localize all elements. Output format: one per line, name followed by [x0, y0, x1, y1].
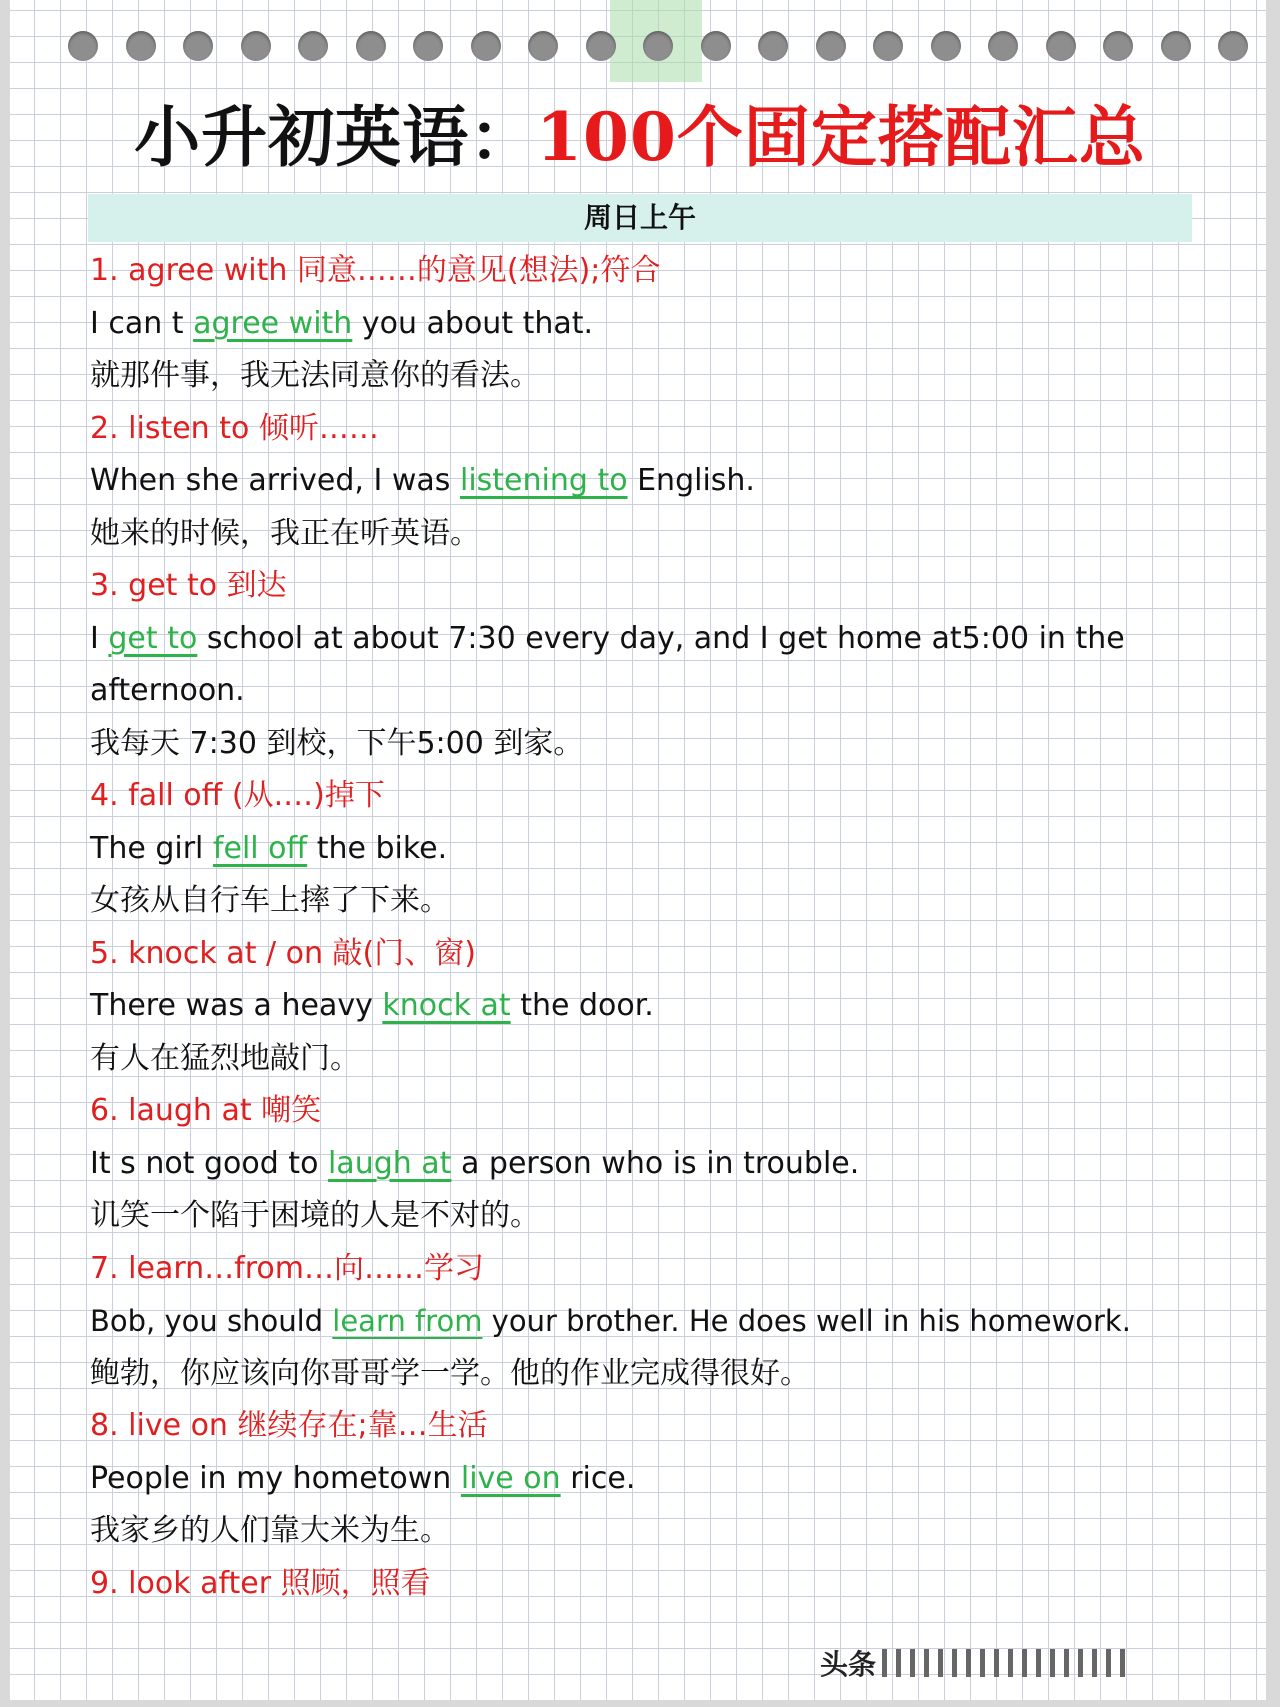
section-heading: 周日上午: [88, 194, 1192, 242]
phrase-heading: 5. knock at / on 敲(门、窗): [90, 935, 476, 971]
chinese-translation: 女孩从自行车上摔了下来。: [90, 883, 450, 918]
phrase-heading: 1. agree with 同意……的意见(想法);符合: [90, 253, 661, 288]
watermark: [820, 1640, 1260, 1686]
phrase-heading: 3. get to 到达: [90, 568, 287, 603]
binder-holes: [68, 31, 1248, 65]
chinese-translation: 讥笑一个陷于困境的人是不对的。: [90, 1198, 540, 1233]
binder-hole: [528, 31, 558, 61]
binder-hole: [413, 31, 443, 61]
binder-hole: [241, 31, 271, 61]
binder-hole: [816, 31, 846, 61]
phrase-heading: 4. fall off (从.…)掉下: [90, 778, 385, 813]
phrase-heading: 9. look after 照顾，照看: [90, 1565, 431, 1601]
title-black-part: 小升初英语：: [134, 98, 537, 176]
example-sentence: When she arrived, I was listening to English.: [90, 463, 755, 498]
binder-hole: [183, 31, 213, 61]
watermark-text: 头条: [820, 1648, 877, 1681]
phrase-heading: 8. live on 继续存在;靠…生活: [90, 1408, 488, 1443]
example-sentence: I can t agree with you about that.: [90, 305, 594, 341]
example-sentence: There was a heavy knock at the door.: [90, 988, 654, 1023]
highlighted-phrase: learn from: [332, 1304, 483, 1338]
binder-hole: [68, 31, 98, 61]
chinese-translation: 鲍勃，你应该向你哥哥学一学。他的作业完成得很好。: [90, 1355, 810, 1391]
chinese-translation: 我每天 7:30 到校，下午5:00 到家。: [90, 725, 584, 761]
binder-hole: [356, 31, 386, 61]
binder-hole: [298, 31, 328, 61]
example-sentence: People in my hometown live on rice.: [90, 1460, 636, 1496]
highlighted-phrase: get to: [108, 620, 198, 656]
binder-hole: [586, 31, 616, 61]
highlighted-phrase: knock at: [382, 988, 511, 1023]
example-sentence: The girl fell off the bike.: [90, 830, 448, 866]
chinese-translation: 就那件事，我无法同意你的看法。: [90, 358, 540, 393]
highlighted-phrase: agree with: [193, 305, 353, 341]
chinese-translation: 她来的时候，我正在听英语。: [90, 515, 480, 551]
watermark-bars: [882, 1649, 1125, 1677]
phrase-heading: 2. listen to 倾听……: [90, 410, 379, 446]
binder-hole: [701, 31, 731, 61]
example-sentence: It s not good to laugh at a person who is in trouble.: [90, 1145, 860, 1181]
title-red-part: 100个固定搭配汇总: [536, 98, 1146, 176]
highlighted-phrase: fell off: [212, 830, 308, 866]
binder-hole: [931, 31, 961, 61]
binder-hole: [643, 31, 673, 61]
highlighted-phrase: laugh at: [327, 1145, 452, 1181]
binder-hole: [1161, 31, 1191, 61]
binder-hole: [988, 31, 1018, 61]
binder-hole: [1103, 31, 1133, 61]
phrase-heading: 7. learn…from…向……学习: [90, 1250, 484, 1286]
chinese-translation: 我家乡的人们靠大米为生。: [90, 1513, 450, 1548]
phrase-heading: 6. laugh at 嘲笑: [90, 1093, 322, 1128]
binder-hole: [126, 31, 156, 61]
binder-hole: [471, 31, 501, 61]
example-sentence: Bob, you should learn from your brother. He does well in his homework.: [90, 1304, 1131, 1338]
page-title: [0, 92, 1280, 182]
chinese-translation: 有人在猛烈地敲门。: [90, 1040, 360, 1076]
binder-hole: [1218, 31, 1248, 61]
phrase-list: [90, 245, 1200, 1610]
binder-hole: [873, 31, 903, 61]
example-sentence: I get to school at about 7:30 every day, and I get home at5:00 in the afternoon.: [90, 620, 1125, 708]
binder-hole: [758, 31, 788, 61]
highlighted-phrase: listening to: [459, 463, 628, 498]
highlighted-phrase: live on: [460, 1460, 561, 1496]
binder-hole: [1046, 31, 1076, 61]
